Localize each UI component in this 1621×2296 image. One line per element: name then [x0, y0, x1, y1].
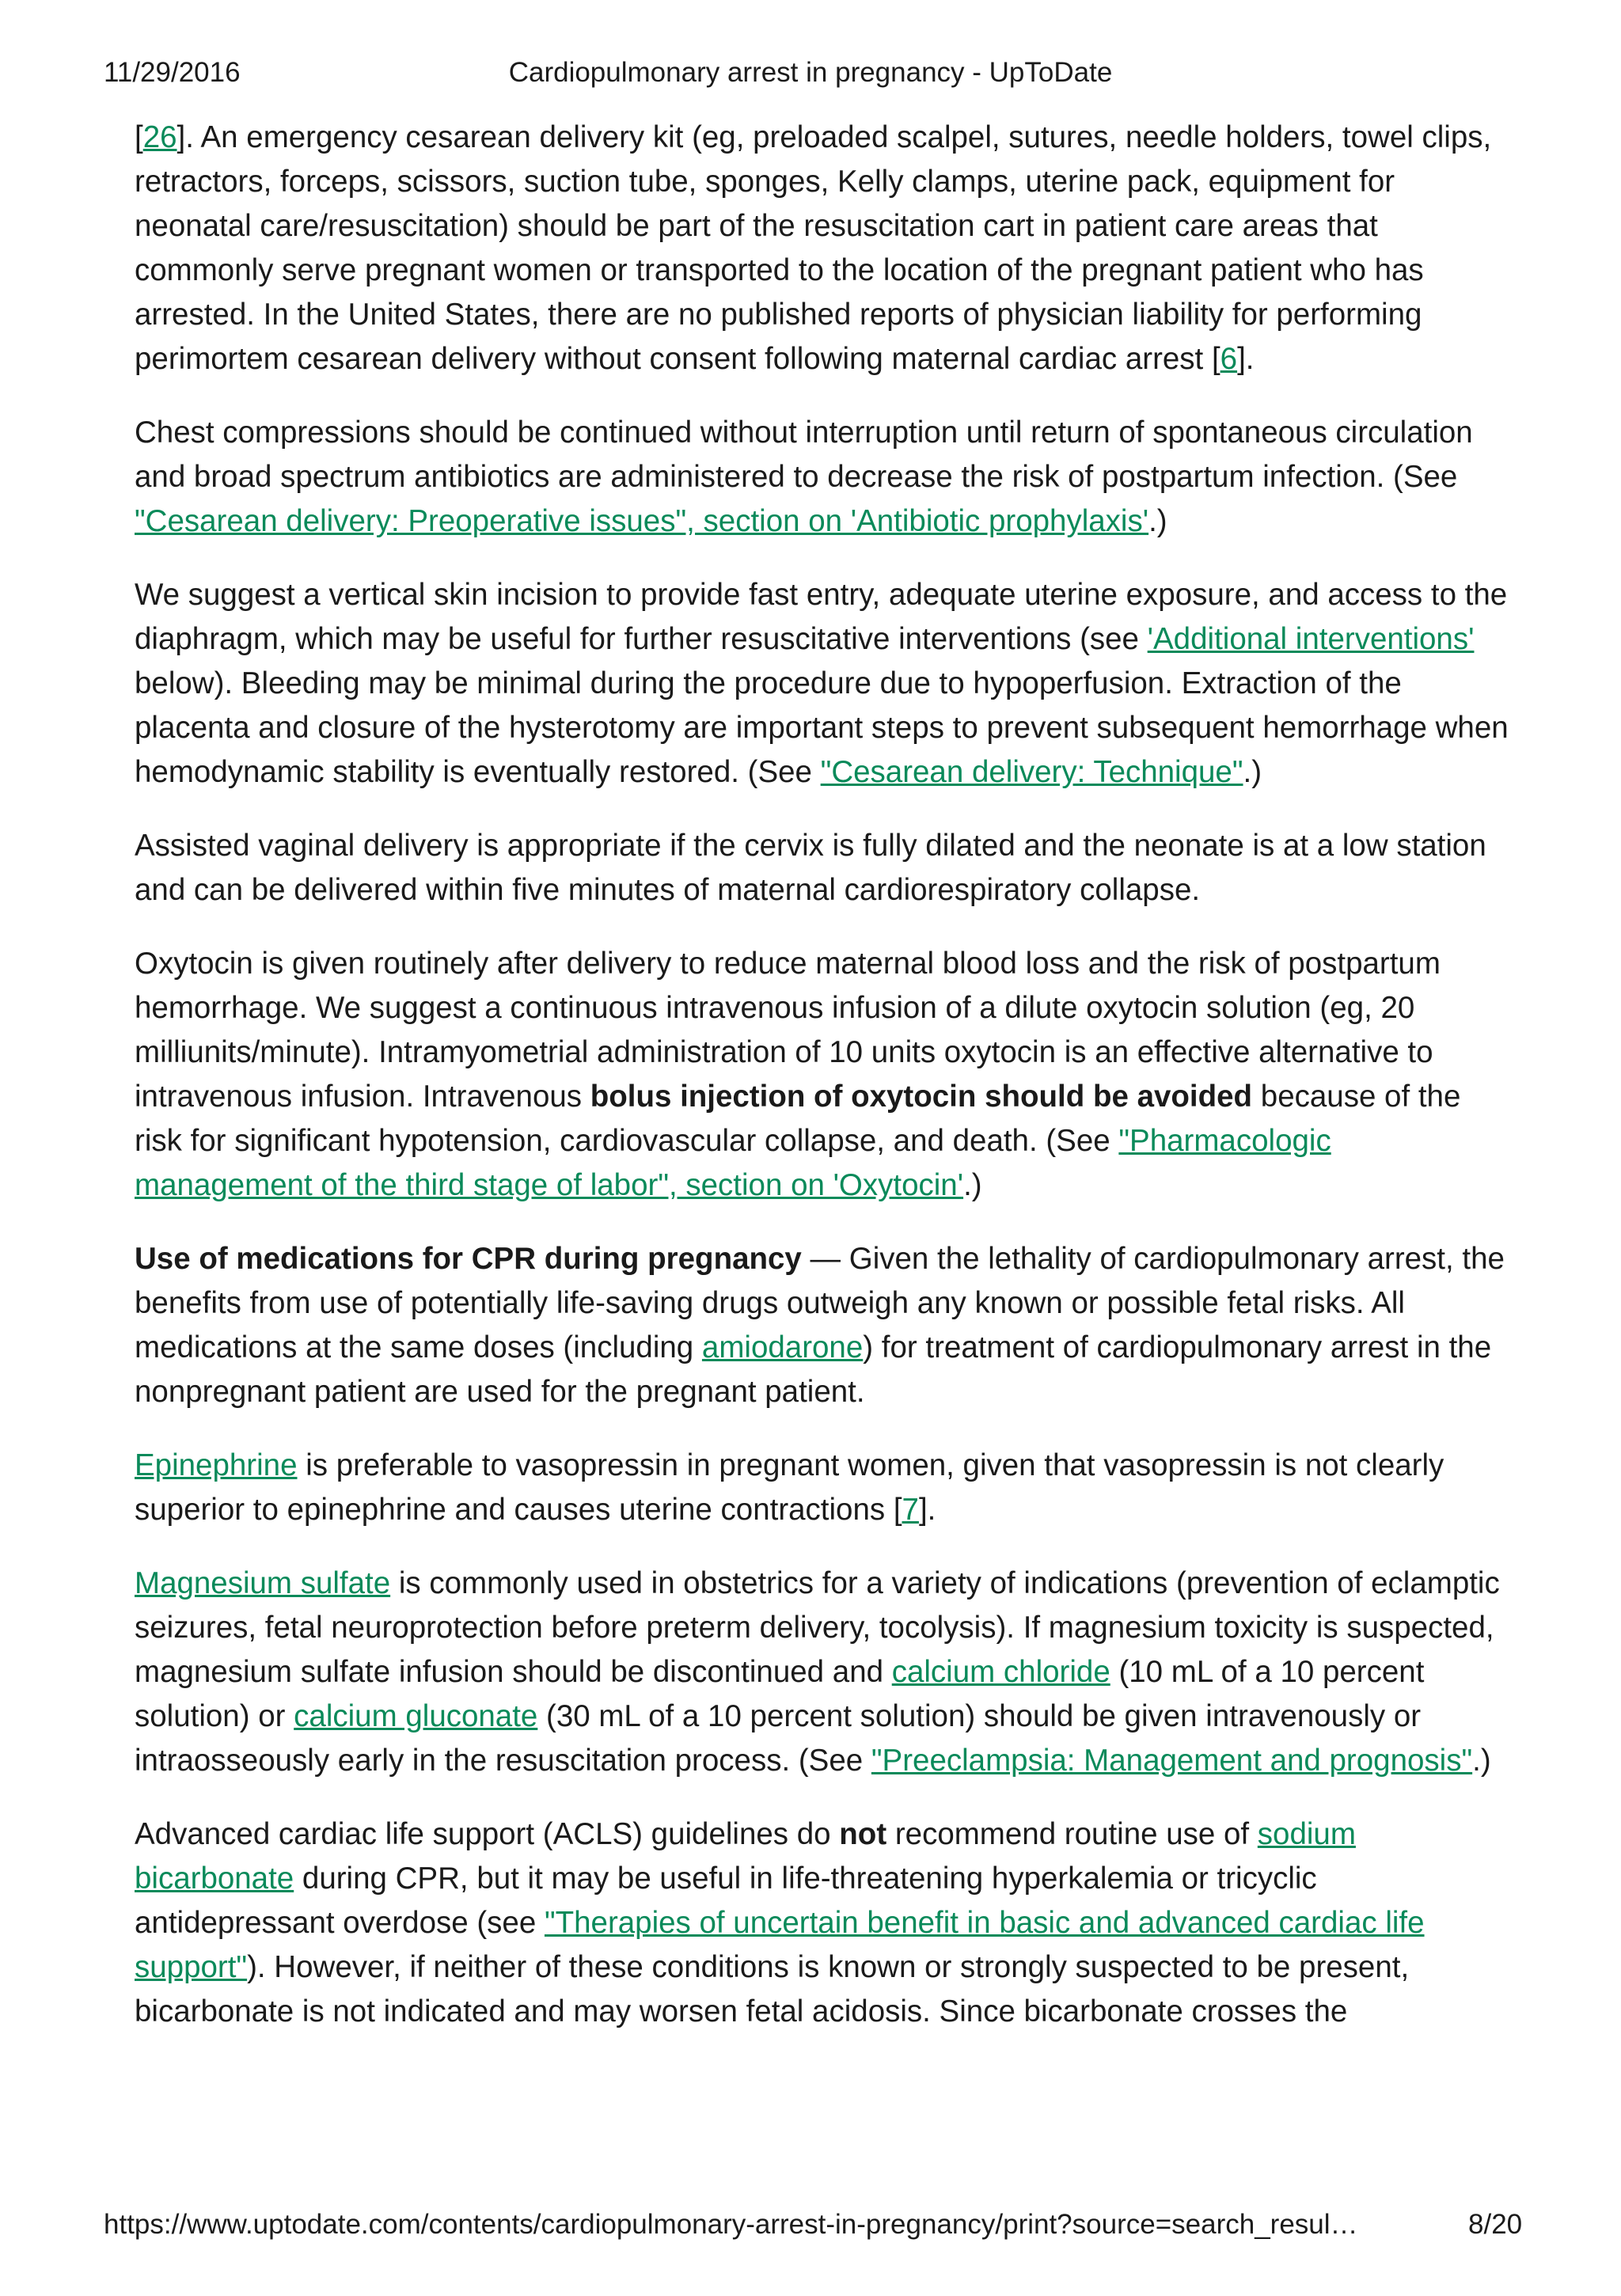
paragraph-text: during CPR, but it may be useful in life-threatening hyperkalemia or tricyclic antidepressant overdose (see — [135, 1861, 1317, 1940]
paragraph-text: ) for treatment of cardiopulmonary arrest in the nonpregnant patient are used for the pregnant patient. — [135, 1330, 1492, 1409]
link-additional-interventions[interactable]: 'Additional interventions' — [1147, 622, 1475, 656]
page-number: 8/20 — [1468, 2209, 1523, 2240]
paragraph-text: ]. — [1237, 342, 1255, 376]
paragraph-text: (30 mL of a 10 percent solution) should be given intravenously or intraosseously early in the resuscitation process. (See — [135, 1699, 1422, 1778]
paragraph-4 — [135, 824, 1512, 913]
bold-warning: bolus injection of oxytocin should be avoided — [590, 1080, 1253, 1114]
bold-emphasis: not — [839, 1817, 887, 1851]
paragraph-text: .) — [1243, 755, 1262, 789]
paragraph-text: .) — [1148, 504, 1167, 538]
paragraph-text: We suggest a vertical skin incision to provide fast entry, adequate uterine exposure, and access to the diaphragm, which may be useful for further resuscitative interventions (see — [135, 578, 1508, 656]
reference-link-26[interactable]: 26 — [142, 120, 177, 154]
print-date: 11/29/2016 — [104, 57, 241, 88]
link-preeclampsia-management[interactable]: "Preeclampsia: Management and prognosis" — [871, 1744, 1473, 1778]
reference-link-6[interactable]: 6 — [1220, 342, 1238, 376]
paragraph-text: ]. An emergency cesarean delivery kit (eg, preloaded scalpel, sutures, needle holders, towel clips, retractors, forceps, scissors, suction tube, sponges, Kelly clamps, uterine pack, equipment for neonatal care/resuscitation) should be part of the resuscitation cart in patient care areas that commonly serve pregnant women or transported to the location of the pregnant patient who has arrested. In the United States, there are no published reports of physician liability for performing perimortem cesarean delivery without consent following maternal cardiac arrest [ — [135, 120, 1492, 376]
link-cesarean-technique[interactable]: "Cesarean delivery: Technique" — [820, 755, 1243, 789]
link-sodium-bicarbonate[interactable]: sodium bicarbonate — [135, 1817, 1356, 1896]
paragraph-8 — [135, 1562, 1512, 1783]
paragraph-3 — [135, 573, 1512, 795]
paragraph-text: recommend routine use of — [886, 1817, 1258, 1851]
document-title: Cardiopulmonary arrest in pregnancy - UpToDate — [508, 57, 1113, 88]
paragraph-text: (10 mL of a 10 percent solution) or — [135, 1655, 1425, 1733]
paragraph-9 — [135, 1812, 1512, 2034]
link-third-stage-labor-oxytocin[interactable]: "Pharmacologic management of the third stage of labor", section on 'Oxytocin' — [135, 1124, 1331, 1202]
paragraph-text: ). However, if neither of these conditions is known or strongly suspected to be present, bicarbonate is not indicated and may worsen fetal acidosis. Since bicarbonate crosses the — [135, 1950, 1410, 2028]
paragraph-text: is commonly used in obstetrics for a variety of indications (prevention of eclamptic seizures, fetal neuroprotection before preterm delivery, tocolysis). If magnesium toxicity is suspected, magnesium sulfate infusion should be discontinued and — [135, 1566, 1500, 1689]
paragraph-text: [ — [135, 120, 143, 154]
paragraph-text: Oxytocin is given routinely after delivery to reduce maternal blood loss and the risk of postpartum hemorrhage. We suggest a continuous intravenous infusion of a dilute oxytocin solution (eg, 20 milliunits/minute). Intramyometrial administration of 10 units oxytocin is an effective alternative to intravenous infusion. Intravenous — [135, 947, 1441, 1114]
paragraph-text: ]. — [918, 1493, 936, 1527]
paragraph-text: Chest compressions should be continued without interruption until return of spontaneous circulation and broad spectrum antibiotics are administered to decrease the risk of postpartum infection. (See — [135, 416, 1473, 494]
print-footer — [0, 2209, 1621, 2245]
paragraph-5 — [135, 942, 1512, 1208]
paragraph-text: is preferable to vasopressin in pregnant women, given that vasopressin is not clearly superior to epinephrine and causes uterine contractions [ — [135, 1448, 1444, 1527]
section-heading: Use of medications for CPR during pregnancy — [135, 1242, 802, 1276]
paragraph-7 — [135, 1444, 1512, 1532]
paragraph-text: Assisted vaginal delivery is appropriate if the cervix is fully dilated and the neonate is at a low station and can be delivered within five minutes of maternal cardiorespiratory collapse. — [135, 829, 1486, 907]
article-body — [135, 116, 1512, 2063]
paragraph-1 — [135, 116, 1512, 381]
paragraph-6 — [135, 1237, 1512, 1414]
paragraph-text: .) — [1472, 1744, 1491, 1778]
paragraph-text: Advanced cardiac life support (ACLS) guidelines do — [135, 1817, 840, 1851]
page-url: https://www.uptodate.com/contents/cardiopulmonary-arrest-in-pregnancy/print?source=search_resul… — [104, 2209, 1358, 2240]
link-therapies-uncertain-benefit[interactable]: "Therapies of uncertain benefit in basic and advanced cardiac life support" — [135, 1906, 1425, 1984]
reference-link-7[interactable]: 7 — [902, 1493, 919, 1527]
paragraph-text: below). Bleeding may be minimal during the procedure due to hypoperfusion. Extraction of the placenta and closure of the hysterotomy are important steps to prevent subsequent hemorrhage when hemodynamic stability is eventually restored. (See — [135, 666, 1509, 789]
link-epinephrine[interactable]: Epinephrine — [135, 1448, 298, 1482]
paragraph-text: .) — [963, 1168, 982, 1202]
link-amiodarone[interactable]: amiodarone — [701, 1330, 864, 1364]
link-calcium-chloride[interactable]: calcium chloride — [891, 1655, 1110, 1689]
link-calcium-gluconate[interactable]: calcium gluconate — [294, 1699, 538, 1733]
paragraph-2 — [135, 411, 1512, 544]
print-header — [0, 57, 1621, 93]
paragraph-text: — Given the lethality of cardiopulmonary arrest, the benefits from use of potentially life-saving drugs outweigh any known or possible fetal risks. All medications at the same doses (including — [135, 1242, 1505, 1364]
paragraph-text: because of the risk for significant hypotension, cardiovascular collapse, and death. (See — [135, 1080, 1461, 1158]
link-cesarean-antibiotic-prophylaxis[interactable]: "Cesarean delivery: Preoperative issues", section on 'Antibiotic prophylaxis' — [135, 504, 1149, 538]
link-magnesium-sulfate[interactable]: Magnesium sulfate — [135, 1566, 391, 1600]
